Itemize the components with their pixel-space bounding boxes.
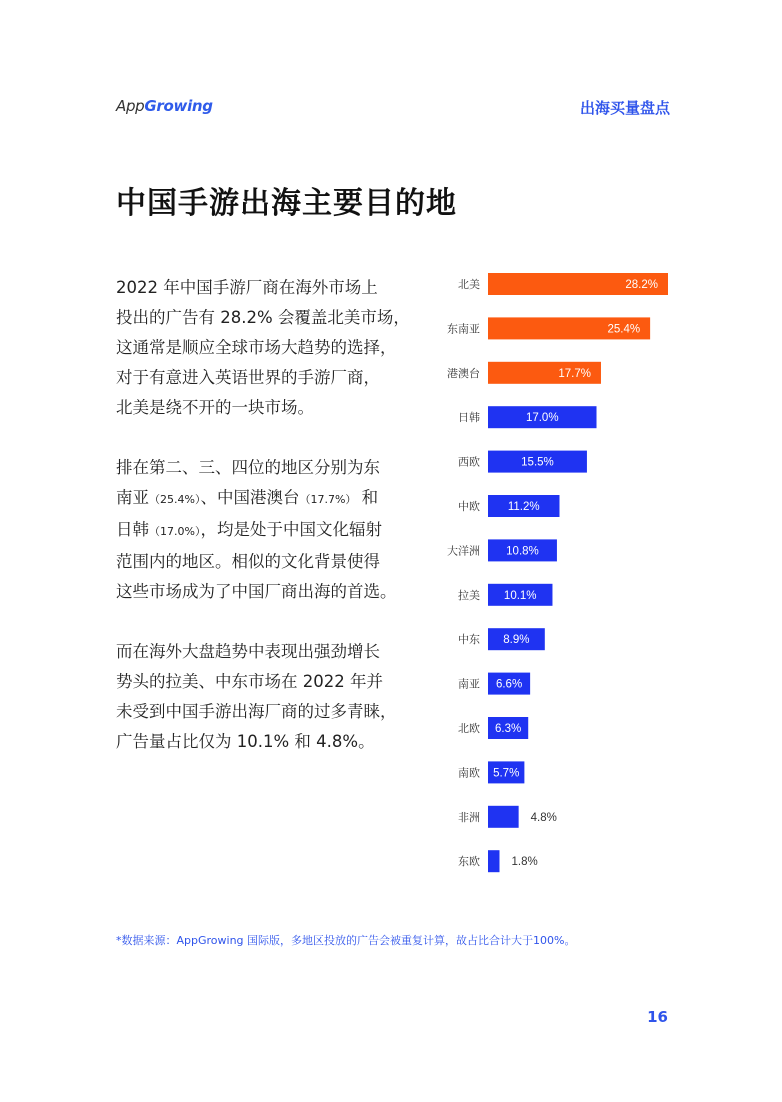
value-label: 6.3% (494, 723, 522, 735)
bar (488, 850, 499, 872)
paragraph-2 (116, 453, 416, 607)
paragraph-line: 势头的拉美、中东市场在 2022 年并 (116, 672, 383, 691)
category-label: 南欧 (458, 766, 480, 780)
paragraph-line: 2022 年中国手游厂商在海外市场上 (116, 278, 378, 297)
category-label: 北欧 (458, 722, 480, 735)
paragraph-line: 范围内的地区。相似的文化背景使得 (116, 552, 380, 571)
paragraph-3 (116, 637, 416, 757)
value-label: 17.7% (558, 367, 591, 380)
logo-text-growing: Growing (144, 97, 213, 115)
paragraph-line: 排在第二、三、四位的地区分别为东 (116, 458, 380, 477)
text-run: 南亚 (116, 488, 149, 507)
paragraph-line (116, 483, 416, 515)
paragraph-line: 投出的广告有 28.2% 会覆盖北美市场， (116, 308, 410, 327)
value-label: 28.2% (625, 279, 658, 291)
paragraph-1 (116, 273, 416, 423)
text-run: 、中国港澳台 (200, 488, 300, 507)
category-label: 南亚 (458, 677, 480, 691)
text-run: 和 (356, 488, 379, 507)
value-label: 10.1% (503, 589, 537, 602)
category-label: 大洋洲 (447, 544, 480, 558)
paragraph-line (116, 515, 416, 547)
category-label: 东欧 (458, 855, 480, 869)
data-source-footnote: *数据来源：AppGrowing 国际版，多地区投放的广告会被重复计算，故占比合计大于100%。 (116, 934, 576, 947)
category-label: 中欧 (458, 500, 480, 513)
text-run-small: （17.0%） (149, 525, 201, 538)
appgrowing-logo (116, 94, 213, 118)
bar (488, 806, 519, 828)
logo-text-app: App (116, 97, 145, 115)
value-label: 6.6% (495, 678, 523, 691)
text-run-small: （25.4%） (149, 493, 201, 506)
body-text (116, 273, 416, 787)
paragraph-line: 对于有意进入英语世界的手游厂商， (116, 368, 380, 387)
paragraph-line: 这些市场成为了中国厂商出海的首选。 (116, 582, 397, 601)
category-label: 东南亚 (447, 322, 480, 336)
value-label: 25.4% (607, 323, 641, 336)
category-label: 拉美 (458, 588, 480, 602)
text-run: 日韩 (116, 520, 149, 539)
paragraph-line: 广告量占比仅为 10.1% 和 4.8%。 (116, 732, 375, 751)
region-bar-chart (436, 262, 682, 882)
category-label: 日韩 (458, 411, 480, 425)
page-number: 16 (647, 1008, 668, 1026)
value-label: 17.0% (525, 412, 559, 425)
value-label: 11.2% (507, 501, 540, 513)
value-label: 8.9% (503, 634, 530, 647)
paragraph-line: 未受到中国手游出海厂商的过多青睐， (116, 702, 397, 721)
value-label: 4.8% (530, 811, 557, 824)
value-label: 15.5% (521, 456, 554, 469)
category-label: 中东 (458, 633, 480, 647)
text-run: ，均是处于中国文化辐射 (200, 520, 382, 539)
category-label: 西欧 (458, 455, 480, 469)
value-label: 10.8% (506, 545, 539, 558)
paragraph-line: 这通常是顺应全球市场大趋势的选择， (116, 338, 397, 357)
value-label: 1.8% (511, 856, 538, 869)
text-run-small: （17.7%） (299, 493, 357, 506)
section-tag: 出海买量盘点 (579, 99, 670, 117)
category-label: 北美 (458, 278, 480, 291)
paragraph-line: 而在海外大盘趋势中表现出强劲增长 (116, 642, 380, 661)
category-label: 非洲 (458, 810, 480, 824)
page-title: 中国手游出海主要目的地 (116, 186, 457, 221)
paragraph-line: 北美是绕不开的一块市场。 (116, 398, 314, 417)
category-label: 港澳台 (447, 366, 480, 380)
value-label: 5.7% (493, 767, 520, 780)
